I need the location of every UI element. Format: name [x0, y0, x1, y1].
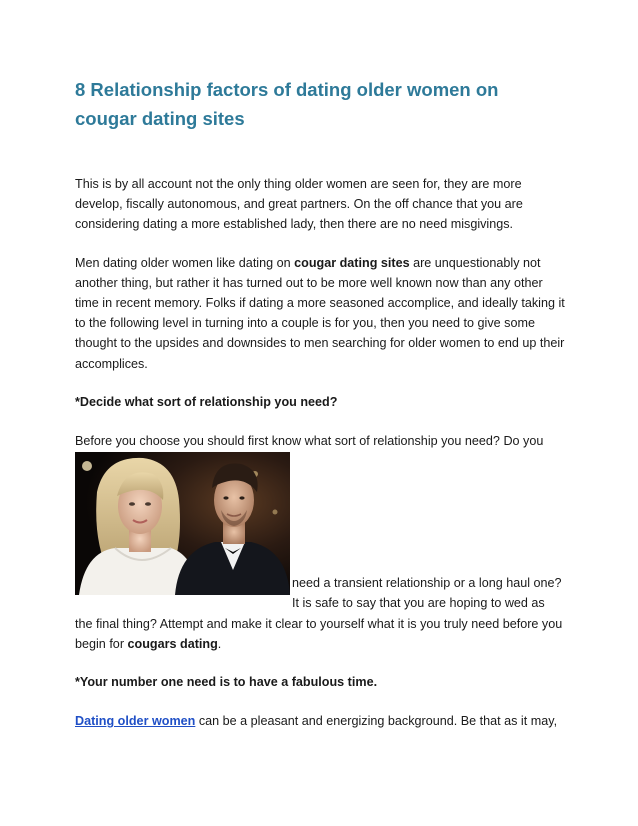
paragraph-text: need a transient relationship or a long haul one? It is safe to say that you are hoping to wed as the final thing? Attempt and make it clear to yourself what it is you truly need before you begin for [75, 576, 563, 651]
bold-keyword: cougars dating [127, 636, 218, 651]
paragraph-relationship-type [75, 431, 565, 654]
paragraph-text: Before you choose you should first know what sort of relationship you need? Do you [75, 434, 544, 449]
intro-paragraph: This is by all account not the only thing older women are seen for, they are more develop, fiscally autonomous, and great partners. On the off chance that you are considering dating a more established lady, then there are no need misgivings. [75, 177, 523, 232]
paragraph-cougar-sites [75, 253, 565, 374]
paragraph-text: . [217, 636, 222, 651]
paragraph-text: are unquestionably not another thing, but rather it has turned out to be more well known now than any other time in recent memory. Folks if dating a more seasoned accomplice, and ideally taking it to the following level in turning into a couple is for you, then you need to give some thought to the upsides and downsides to men searching for older women to end up their accomplices. [75, 255, 565, 371]
section-heading-fabulous-time: *Your number one need is to have a fabulous time. [75, 675, 378, 690]
page-title: 8 Relationship factors of dating older women on cougar dating sites [75, 79, 499, 129]
document-page [75, 75, 565, 749]
paragraph-dating-older-women [75, 711, 565, 731]
bold-keyword: cougar dating sites [294, 255, 410, 270]
couple-photo [75, 452, 290, 595]
paragraph-text: Men dating older women like dating on [75, 255, 295, 270]
paragraph-text: can be a pleasant and energizing background. Be that as it may, [195, 714, 558, 729]
section-heading-relationship: *Decide what sort of relationship you need? [75, 394, 338, 409]
dating-older-women-link[interactable]: Dating older women [75, 714, 196, 729]
